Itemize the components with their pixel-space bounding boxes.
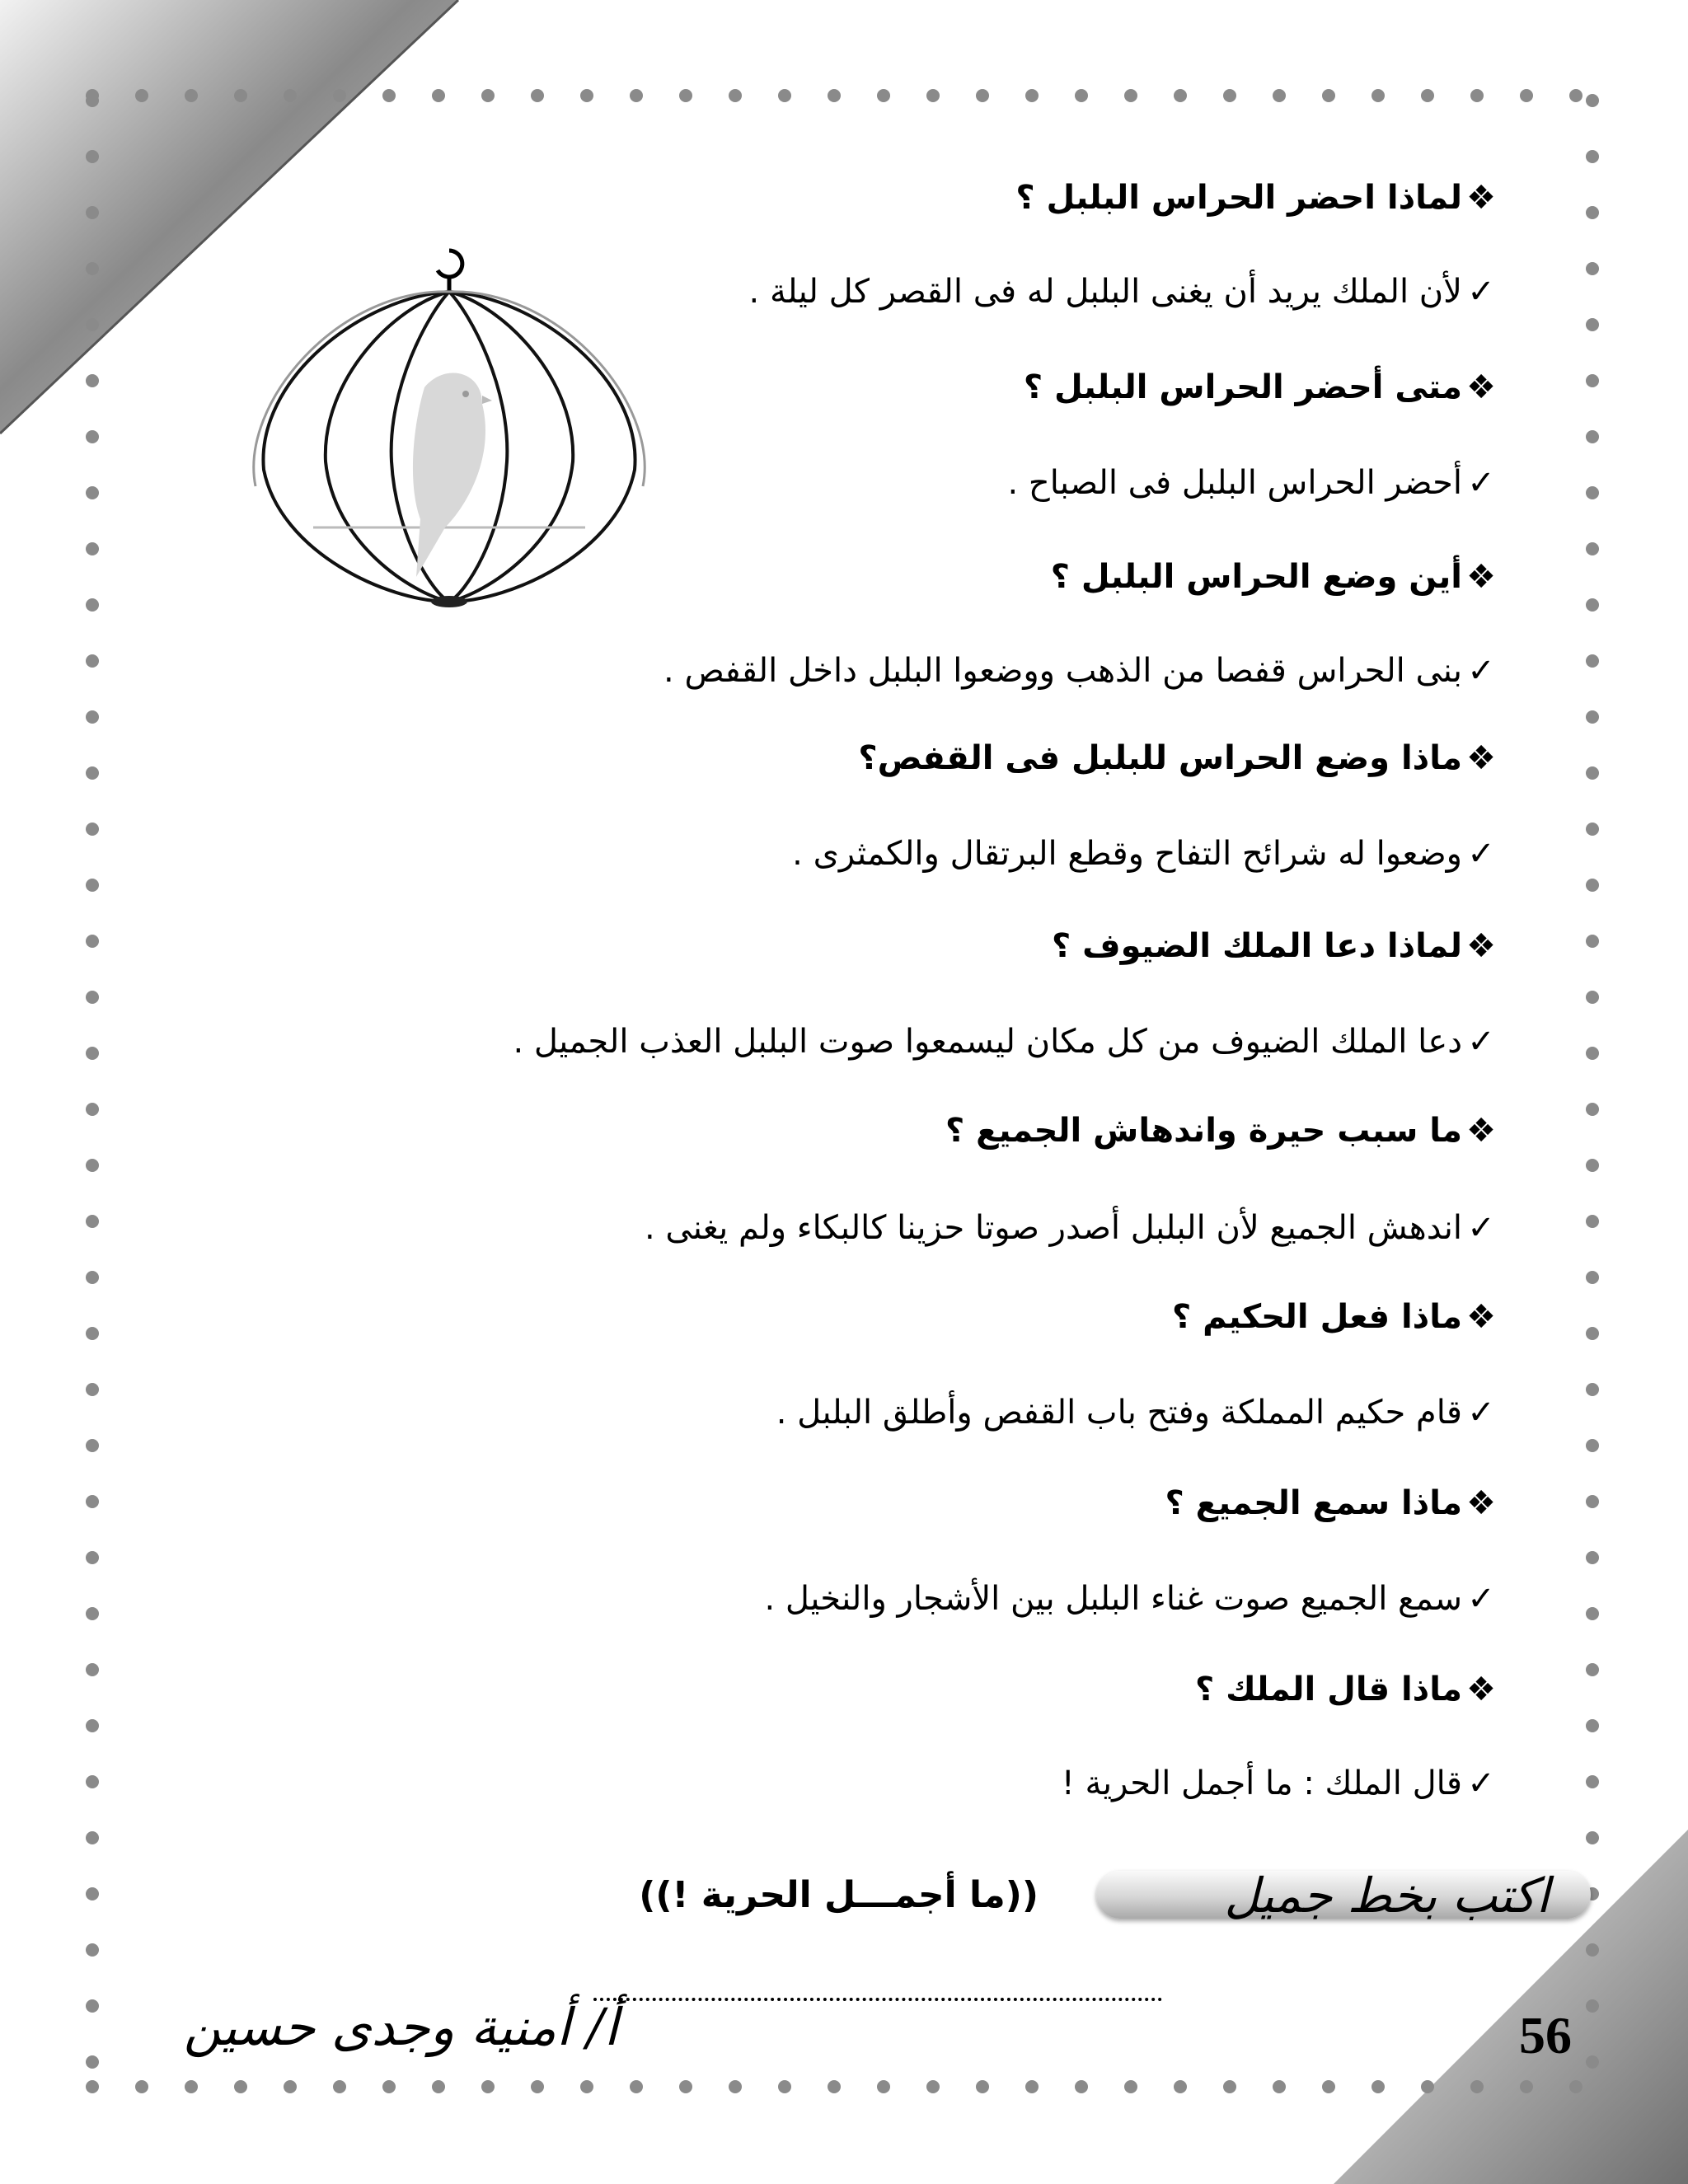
checkmark-icon: ✓: [1467, 1209, 1495, 1247]
checkmark-icon: ✓: [1467, 1394, 1495, 1432]
question-4: ❖ماذا وضع الحراس للبلبل فى القفص؟: [297, 735, 1500, 781]
question-3: ❖أين وضع الحراس البلبل ؟: [297, 554, 1500, 600]
author-signature: أ/ أمنية وجدى حسين: [183, 1997, 618, 2057]
answer-1: ✓لأن الملك يريد أن يغنى البلبل له فى القصر كل ليلة .: [297, 269, 1500, 315]
dotted-border-left: [82, 91, 102, 2102]
question-bullet-icon: ❖: [1466, 739, 1496, 777]
copy-phrase: ((ما أجمـــل الحرية !)): [639, 1874, 1039, 1916]
question-bullet-icon: ❖: [1466, 1484, 1496, 1522]
dotted-border-right: [1582, 91, 1602, 2102]
answer-6: ✓اندهش الجميع لأن البلبل أصدر صوتا حزينا كالبكاء ولم يغنى .: [297, 1205, 1500, 1251]
checkmark-icon: ✓: [1467, 1580, 1495, 1618]
checkmark-icon: ✓: [1467, 273, 1495, 311]
question-5: ❖لماذا دعا الملك الضيوف ؟: [297, 923, 1500, 969]
answer-2: ✓أحضر الحراس البلبل فى الصباح .: [297, 460, 1500, 506]
question-9: ❖ماذا قال الملك ؟: [297, 1666, 1500, 1713]
question-bullet-icon: ❖: [1466, 558, 1496, 596]
question-6: ❖ما سبب حيرة واندهاش الجميع ؟: [297, 1108, 1500, 1154]
checkmark-icon: ✓: [1467, 464, 1495, 502]
question-bullet-icon: ❖: [1466, 1112, 1496, 1150]
answer-4: ✓وضعوا له شرائح التفاح وقطع البرتقال والكمثرى .: [297, 831, 1500, 877]
answer-8: ✓سمع الجميع صوت غناء البلبل بين الأشجار والنخيل .: [297, 1576, 1500, 1622]
question-7: ❖ماذا فعل الحكيم ؟: [297, 1294, 1500, 1340]
answer-7: ✓قام حكيم المملكة وفتح باب القفص وأطلق البلبل .: [297, 1390, 1500, 1436]
checkmark-icon: ✓: [1467, 835, 1495, 873]
answer-9: ✓قال الملك : ما أجمل الحرية !: [297, 1760, 1500, 1807]
writing-line[interactable]: [593, 1998, 1162, 2001]
write-instruction: اكتب بخط جميل: [1224, 1868, 1550, 1924]
answer-5: ✓دعا الملك الضيوف من كل مكان ليسمعوا صوت البلبل العذب الجميل .: [297, 1019, 1500, 1065]
question-8: ❖ماذا سمع الجميع ؟: [297, 1480, 1500, 1526]
checkmark-icon: ✓: [1467, 1765, 1495, 1802]
question-bullet-icon: ❖: [1466, 1298, 1496, 1336]
answer-3: ✓بنى الحراس قفصا من الذهب ووضعوا البلبل داخل القفص .: [297, 648, 1500, 694]
question-bullet-icon: ❖: [1466, 927, 1496, 965]
question-bullet-icon: ❖: [1466, 179, 1496, 217]
dotted-border-top: [82, 86, 1599, 105]
question-bullet-icon: ❖: [1466, 368, 1496, 406]
checkmark-icon: ✓: [1467, 652, 1495, 690]
checkmark-icon: ✓: [1467, 1023, 1495, 1061]
question-bullet-icon: ❖: [1466, 1671, 1496, 1708]
question-1: ❖لماذا احضر الحراس البلبل ؟: [297, 175, 1500, 221]
page-number: 56: [1519, 2006, 1572, 2064]
dotted-border-bottom: [82, 2077, 1599, 2097]
question-2: ❖متى أحضر الحراس البلبل ؟: [297, 364, 1500, 410]
